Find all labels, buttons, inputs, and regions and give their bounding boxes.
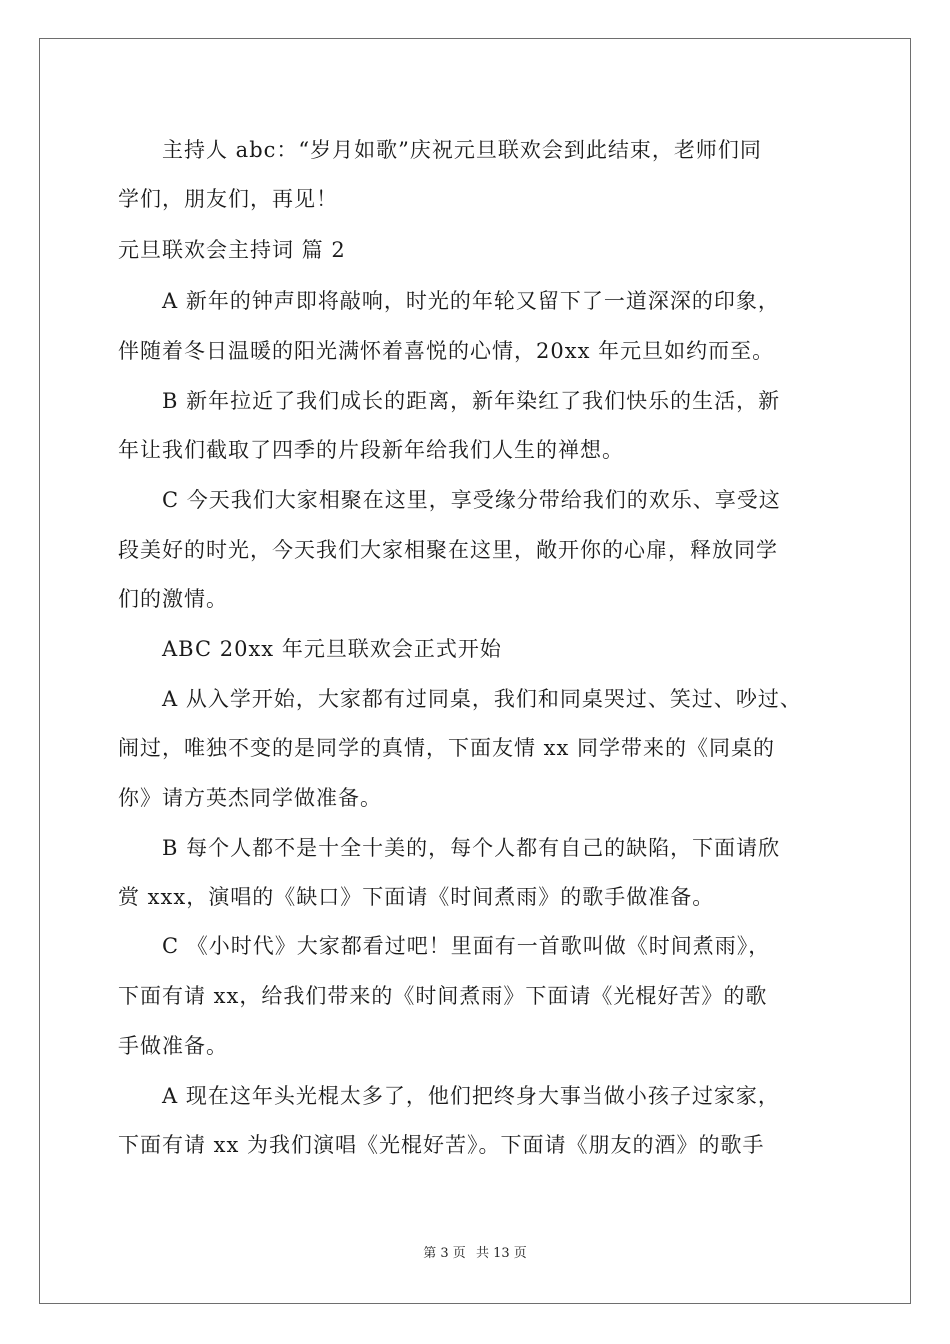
paragraph-line: 下面有请 xx，给我们带来的《时间煮雨》下面请《光棍好苦》的歌 xyxy=(118,984,768,1008)
page-total: 共 13 页 xyxy=(475,1246,527,1261)
paragraph-line: 你》请方英杰同学做准备。 xyxy=(118,786,382,810)
paragraph-line: 学们，朋友们，再见！ xyxy=(118,187,338,211)
paragraph-line: 闹过，唯独不变的是同学的真情，下面友情 xx 同学带来的《同桌的 xyxy=(118,736,776,760)
paragraph-line: 赏 xxx，演唱的《缺口》下面请《时间煮雨》的歌手做准备。 xyxy=(118,885,715,909)
paragraph-line: 下面有请 xx 为我们演唱《光棍好苦》。下面请《朋友的酒》的歌手 xyxy=(118,1133,765,1157)
paragraph-line: 年让我们截取了四季的片段新年给我们人生的禅想。 xyxy=(118,438,624,462)
paragraph-line: 们的激情。 xyxy=(118,587,228,611)
paragraph-line: B 每个人都不是十全十美的，每个人都有自己的缺陷，下面请欣 xyxy=(162,836,781,860)
paragraph-line: ABC 20xx 年元旦联欢会正式开始 xyxy=(162,637,502,661)
page-number: 第 3 页 xyxy=(423,1246,466,1261)
page-frame xyxy=(39,38,911,1304)
paragraph-line: A 从入学开始，大家都有过同桌，我们和同桌哭过、笑过、吵过、 xyxy=(162,687,802,711)
paragraph-line: 手做准备。 xyxy=(118,1034,228,1058)
paragraph-line: A 新年的钟声即将敲响，时光的年轮又留下了一道深深的印象， xyxy=(162,289,780,313)
page-footer xyxy=(0,1246,950,1262)
paragraph-line: C 今天我们大家相聚在这里，享受缘分带给我们的欢乐、享受这 xyxy=(162,488,781,512)
section-heading: 元旦联欢会主持词 篇 2 xyxy=(118,238,346,262)
paragraph-line: 伴随着冬日温暖的阳光满怀着喜悦的心情，20xx 年元旦如约而至。 xyxy=(118,339,775,363)
paragraph-line: 段美好的时光，今天我们大家相聚在这里，敞开你的心扉，释放同学 xyxy=(118,538,778,562)
paragraph-line: B 新年拉近了我们成长的距离，新年染红了我们快乐的生活，新 xyxy=(162,389,781,413)
paragraph-line: 主持人 abc：“岁月如歌”庆祝元旦联欢会到此结束，老师们同 xyxy=(162,138,762,162)
paragraph-line: C 《小时代》大家都看过吧！里面有一首歌叫做《时间煮雨》， xyxy=(162,934,771,958)
paragraph-line: A 现在这年头光棍太多了，他们把终身大事当做小孩子过家家， xyxy=(162,1084,780,1108)
